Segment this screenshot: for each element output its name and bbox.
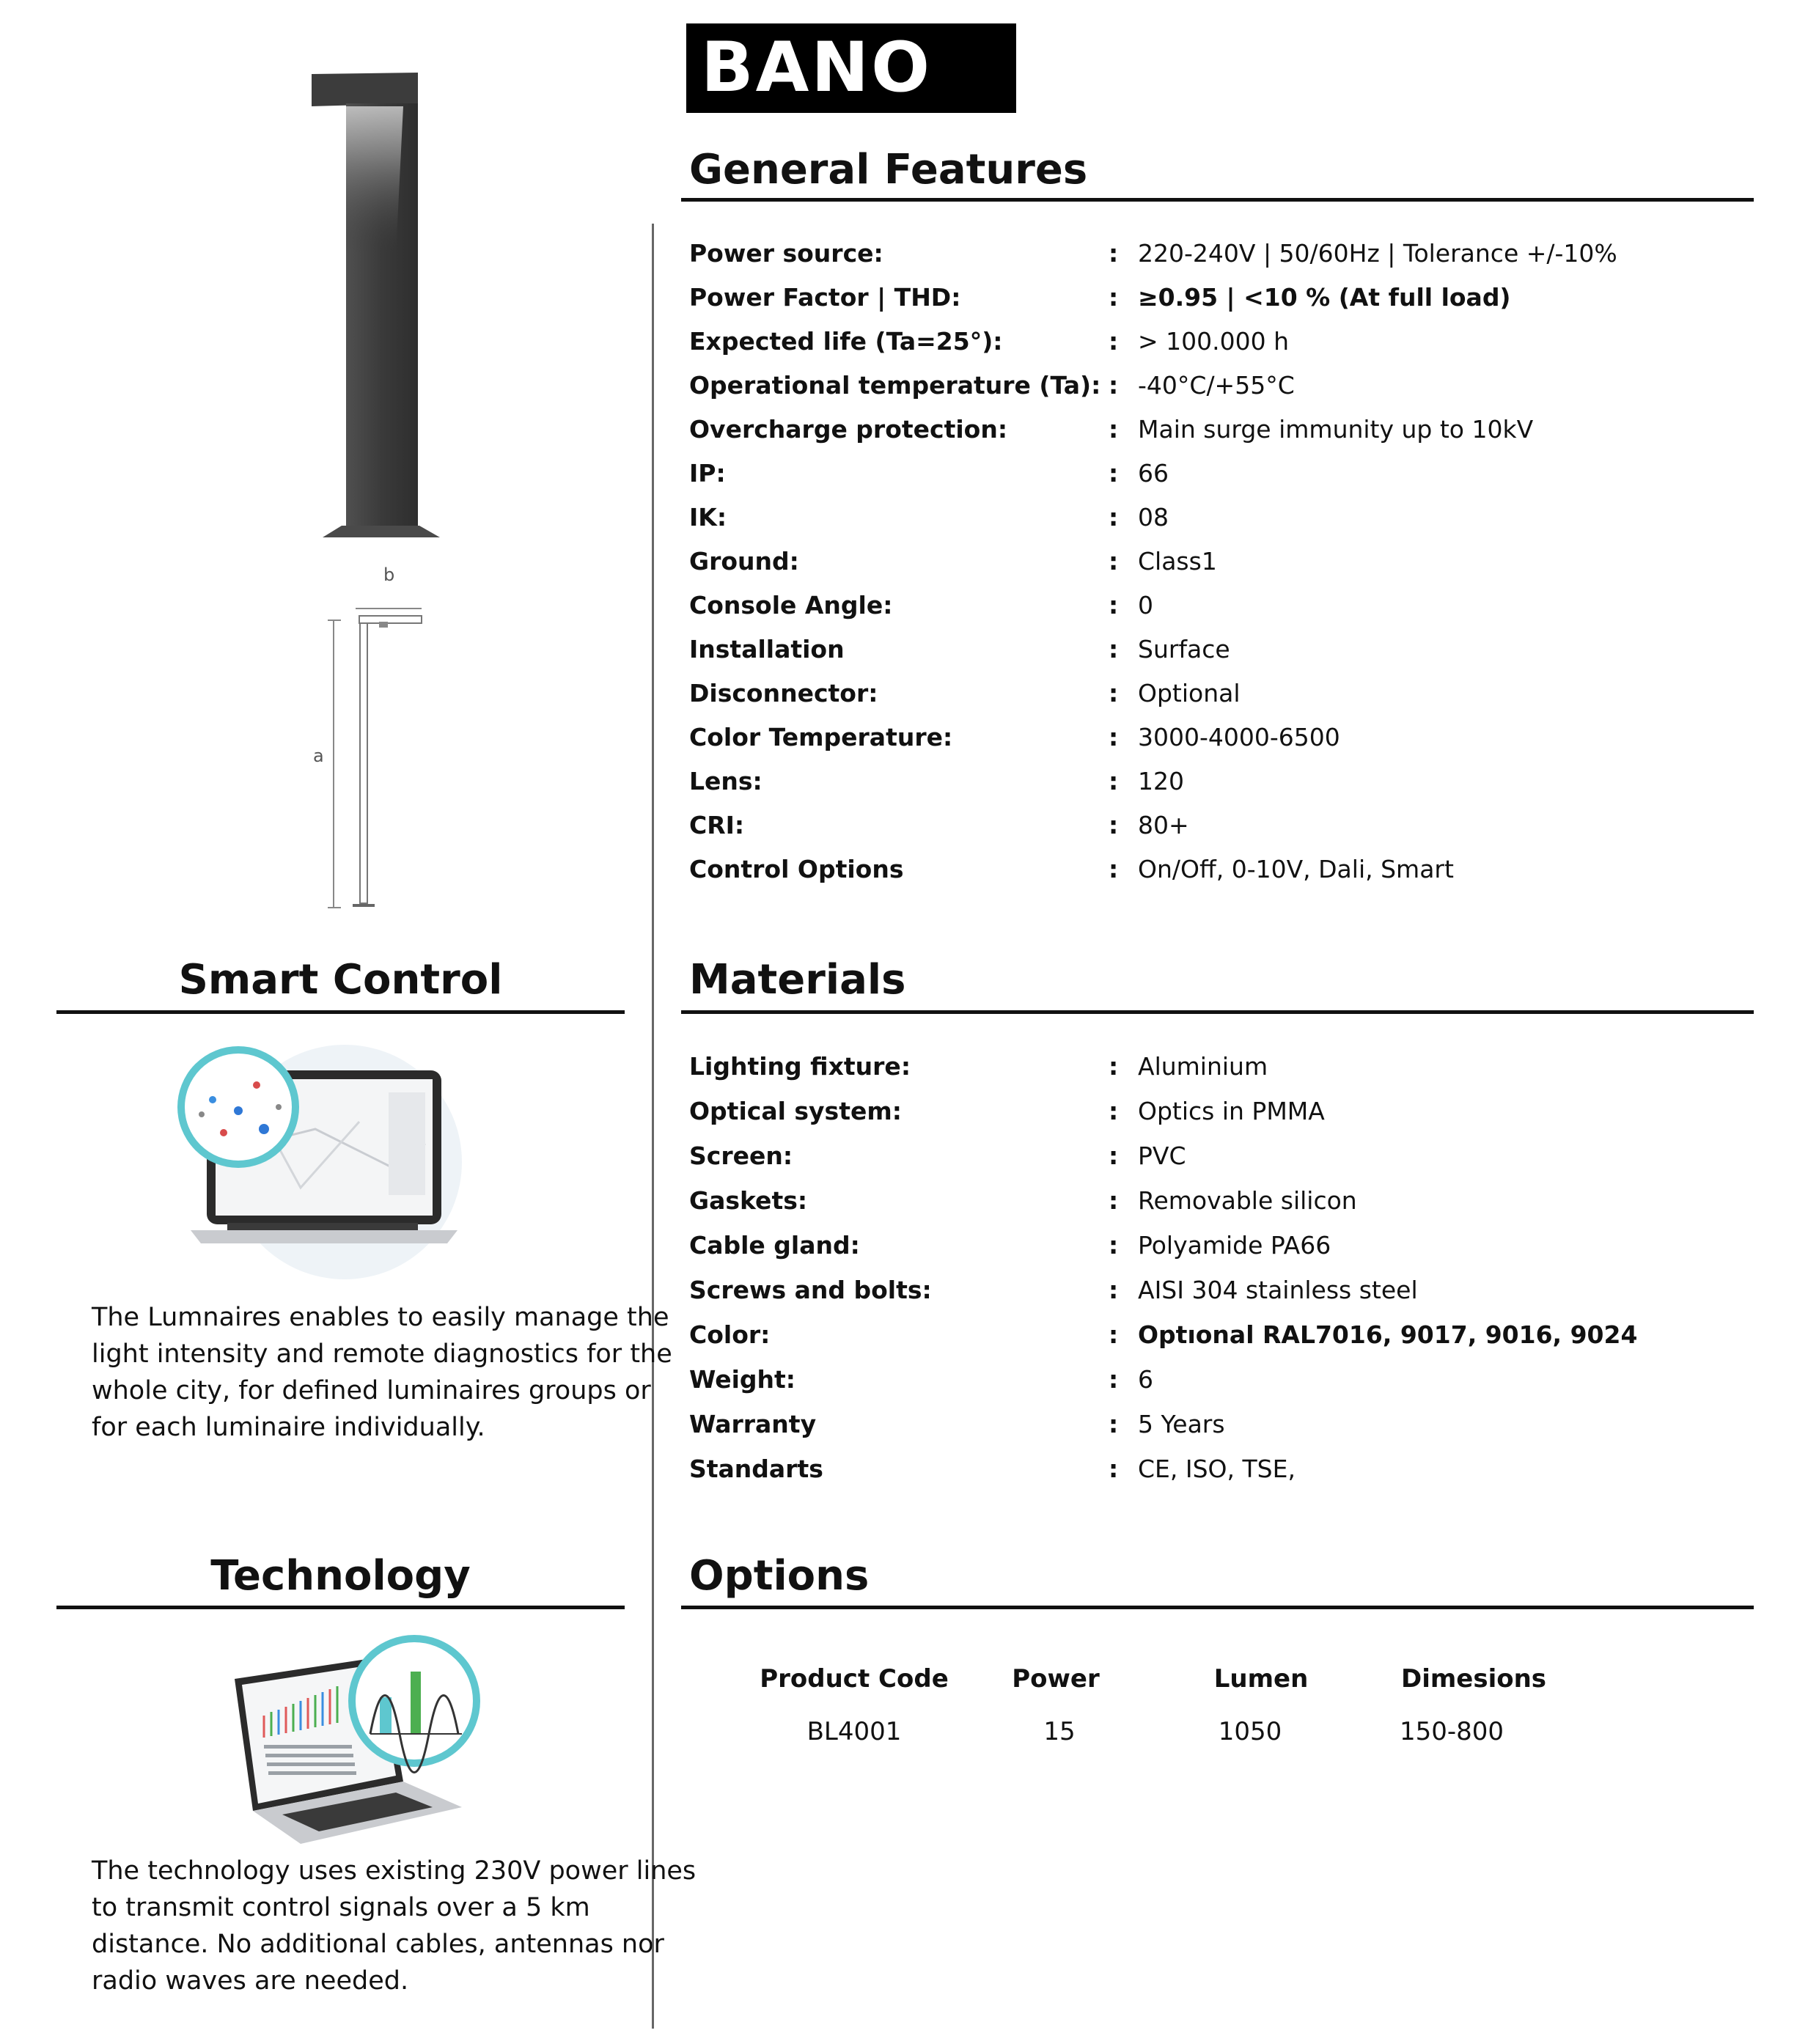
laptop-base	[191, 1230, 457, 1243]
material-value: 5 Years	[1138, 1410, 1225, 1438]
spec-value: Class1	[1138, 547, 1217, 576]
options-heading: Options	[689, 1552, 870, 1600]
material-label: Screws and bolts:	[689, 1276, 932, 1304]
spec-row	[689, 672, 1789, 716]
dimension-label-a: a	[313, 746, 324, 766]
material-label: Color:	[689, 1320, 771, 1349]
spec-separator: :	[1109, 547, 1119, 576]
spec-separator: :	[1109, 371, 1119, 400]
material-row	[689, 1268, 1789, 1312]
smart-control-line: The Lumnaires enables to easily manage the	[92, 1303, 669, 1332]
fixture-base	[323, 526, 440, 537]
smart-control-heading: Smart Control	[178, 956, 503, 1004]
technology-line: to transmit control signals over a 5 km	[92, 1893, 590, 1922]
spec-value: 220-240V | 50/60Hz | Tolerance +/-10%	[1138, 239, 1617, 268]
spec-value: 3000-4000-6500	[1138, 723, 1340, 751]
spec-value: 80+	[1138, 811, 1189, 839]
spec-row	[689, 496, 1789, 540]
spec-label: Operational temperature (Ta):	[689, 371, 1101, 400]
spec-row	[689, 716, 1789, 760]
smart-control-line: light intensity and remote diagnostics for the	[92, 1339, 672, 1369]
spec-value: ≥0.95 | <10 % (At full load)	[1138, 283, 1511, 312]
spec-separator: :	[1109, 239, 1119, 268]
technology-line: radio waves are needed.	[92, 1966, 409, 1996]
material-label: Lighting fixture:	[689, 1052, 911, 1081]
spec-label: Ground:	[689, 547, 799, 576]
spec-separator: :	[1109, 283, 1119, 312]
material-value: 6	[1138, 1365, 1153, 1394]
material-separator: :	[1109, 1097, 1119, 1125]
spec-value: -40°C/+55°C	[1138, 371, 1295, 400]
technology-line: The technology uses existing 230V power lines	[92, 1856, 697, 1886]
spec-value: Optional	[1138, 679, 1241, 707]
material-separator: :	[1109, 1142, 1119, 1170]
technology-description	[92, 1853, 696, 1999]
spec-label: Power source:	[689, 239, 883, 268]
material-row	[689, 1134, 1789, 1178]
material-label: Cable gland:	[689, 1231, 860, 1260]
spec-row	[689, 408, 1789, 452]
spec-value: 0	[1138, 591, 1153, 620]
technology-line: distance. No additional cables, antennas nor	[92, 1930, 664, 1959]
material-row	[689, 1358, 1789, 1402]
spec-value: On/Off, 0-10V, Dali, Smart	[1138, 855, 1454, 883]
spec-separator: :	[1109, 855, 1119, 883]
smart-control-description	[92, 1299, 672, 1446]
smart-control-illustration	[169, 1041, 477, 1283]
spec-separator: :	[1109, 635, 1119, 663]
product-title: BANO	[701, 28, 932, 108]
material-value: Optıonal RAL7016, 9017, 9016, 9024	[1138, 1320, 1638, 1349]
material-row	[689, 1447, 1789, 1491]
smart-control-line: whole city, for defined luminaires groups or	[92, 1376, 651, 1405]
material-row	[689, 1045, 1789, 1089]
spec-label: Expected life (Ta=25°):	[689, 327, 1003, 356]
fixture-head	[312, 73, 418, 106]
options-header-product-code: Product Code	[760, 1664, 949, 1694]
material-label: Screen:	[689, 1142, 793, 1170]
materials-heading: Materials	[689, 956, 906, 1004]
material-row	[689, 1179, 1789, 1223]
dimension-label-b: b	[383, 565, 395, 585]
material-separator: :	[1109, 1231, 1119, 1260]
material-row	[689, 1089, 1789, 1133]
technology-heading: Technology	[210, 1552, 471, 1600]
spec-value: 08	[1138, 503, 1169, 532]
options-cell-power: 15	[1043, 1717, 1076, 1746]
material-label: Optical system:	[689, 1097, 902, 1125]
options-cell-product-code: BL4001	[806, 1717, 902, 1746]
spec-label: Color Temperature:	[689, 723, 953, 751]
spec-label: Control Options	[689, 855, 904, 883]
material-separator: :	[1109, 1276, 1119, 1304]
spec-value: 66	[1138, 459, 1169, 488]
spec-row	[689, 364, 1789, 408]
material-value: Optics in PMMA	[1138, 1097, 1325, 1125]
spec-separator: :	[1109, 327, 1119, 356]
spec-row	[689, 804, 1789, 848]
material-label: Weight:	[689, 1365, 796, 1394]
spec-separator: :	[1109, 503, 1119, 532]
spec-value: > 100.000 h	[1138, 327, 1290, 356]
general-features-rule	[681, 198, 1754, 202]
technology-rule	[56, 1606, 625, 1609]
options-header-power: Power	[1012, 1664, 1100, 1694]
spec-row	[689, 452, 1789, 496]
spec-separator: :	[1109, 679, 1119, 707]
material-label: Warranty	[689, 1410, 817, 1438]
material-value: PVC	[1138, 1142, 1186, 1170]
spec-row	[689, 276, 1789, 320]
spec-row	[689, 760, 1789, 804]
material-value: Aluminium	[1138, 1052, 1268, 1081]
technology-illustration	[220, 1628, 491, 1848]
material-row	[689, 1313, 1789, 1357]
smart-control-line: for each luminaire individually.	[92, 1413, 485, 1442]
options-header-lumen: Lumen	[1213, 1664, 1309, 1694]
spec-row	[689, 628, 1789, 672]
spec-row	[689, 584, 1789, 628]
material-value: CE, ISO, TSE,	[1138, 1455, 1296, 1483]
spec-label: IK:	[689, 503, 727, 532]
spec-label: Disconnector:	[689, 679, 878, 707]
material-separator: :	[1109, 1320, 1119, 1349]
options-rule	[681, 1606, 1754, 1609]
material-separator: :	[1109, 1186, 1119, 1215]
material-value: Removable silicon	[1138, 1186, 1357, 1215]
spec-label: Lens:	[689, 767, 762, 795]
material-separator: :	[1109, 1410, 1119, 1438]
materials-rule	[681, 1010, 1754, 1014]
material-row	[689, 1224, 1789, 1268]
spec-separator: :	[1109, 723, 1119, 751]
options-cell-lumen: 1050	[1218, 1717, 1282, 1746]
spec-separator: :	[1109, 591, 1119, 620]
spec-value: 120	[1138, 767, 1184, 795]
product-photo	[293, 62, 469, 546]
material-value: AISI 304 stainless steel	[1138, 1276, 1418, 1304]
dimension-drawing	[326, 601, 436, 916]
spec-label: CRI:	[689, 811, 745, 839]
spec-value: Main surge immunity up to 10kV	[1138, 415, 1534, 444]
spec-row	[689, 540, 1789, 584]
spec-label: Power Factor | THD:	[689, 283, 961, 312]
options-header-dimensions: Dimesions	[1400, 1664, 1547, 1694]
material-row	[689, 1403, 1789, 1446]
smart-control-rule	[56, 1010, 625, 1014]
spec-separator: :	[1109, 767, 1119, 795]
spec-separator: :	[1109, 415, 1119, 444]
material-label: Standarts	[689, 1455, 823, 1483]
light-glow	[346, 106, 403, 253]
spec-row	[689, 232, 1789, 276]
spec-label: Overcharge protection:	[689, 415, 1008, 444]
material-separator: :	[1109, 1365, 1119, 1394]
product-title-box	[686, 23, 1016, 113]
laptop-keyboard	[227, 1223, 418, 1230]
spec-label: Installation	[689, 635, 845, 663]
spec-label: IP:	[689, 459, 726, 488]
options-cell-dimensions: 150-800	[1399, 1717, 1504, 1746]
material-value: Polyamide PA66	[1138, 1231, 1331, 1260]
spec-value: Surface	[1138, 635, 1230, 663]
spec-separator: :	[1109, 459, 1119, 488]
general-features-heading: General Features	[689, 146, 1088, 194]
material-separator: :	[1109, 1455, 1119, 1483]
material-label: Gaskets:	[689, 1186, 808, 1215]
spec-row	[689, 848, 1789, 892]
spec-label: Console Angle:	[689, 591, 893, 620]
spec-row	[689, 320, 1789, 364]
column-divider	[652, 224, 654, 2029]
spec-separator: :	[1109, 811, 1119, 839]
material-separator: :	[1109, 1052, 1119, 1081]
